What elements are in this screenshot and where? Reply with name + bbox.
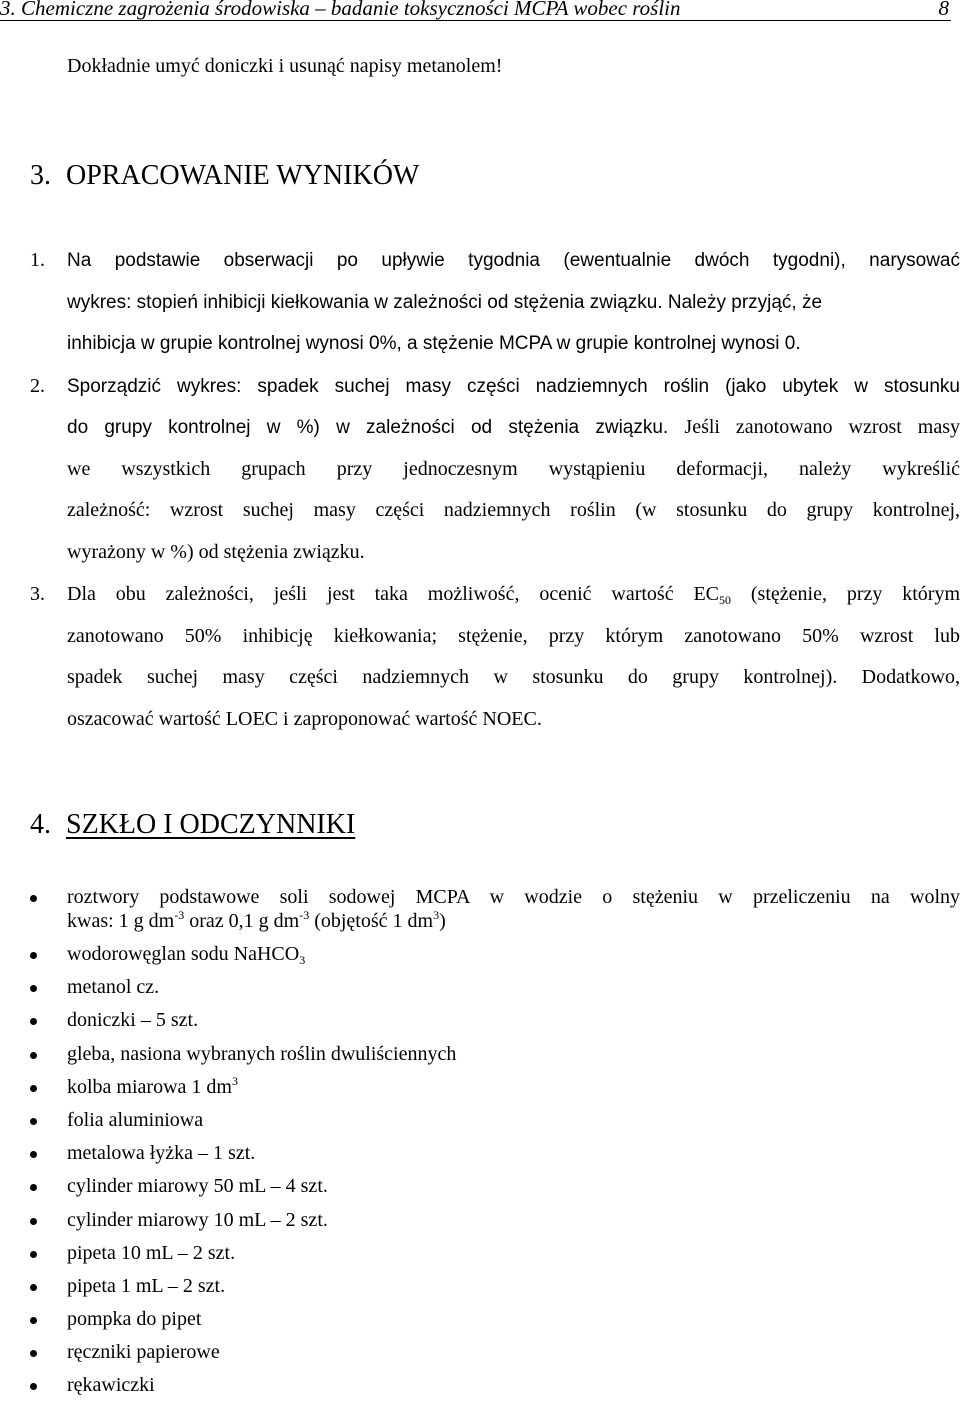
bullet-icon [30,1085,37,1092]
item-line: Sporządzić wykres: spadek suchej masy części nadziemnych roślin (jako ubytek w stosunku [67,375,960,397]
item-line: zanotowano 50% inhibicję kiełkowania; stężenie, przy którym zanotowano 50% wzrost lub [67,624,960,647]
item-line [67,282,960,324]
running-header [0,0,951,21]
bullet-icon [30,1052,37,1059]
item-text: Dla obu zależności, jeśli jest taka możliwość, ocenić wartość [67,583,694,605]
bullet-icon [30,1383,37,1390]
item-line: we wszystkich grupach przy jednoczesnym wystąpieniu deformacji, należy wykreślić [67,457,960,480]
results-list [30,240,960,741]
reagent-text: kolba miarowa 1 dm [67,1075,232,1098]
reagent-text: wodorowęglan sodu NaHCO [67,943,300,965]
item-text: (stężenie, przy którym [731,583,960,605]
section-3-title: OPRACOWANIE WYNIKÓW [66,160,420,191]
bullet-icon [30,952,37,959]
reagent-line [67,909,960,933]
reagent-text: metanol cz. [67,976,160,999]
bullet-icon [30,1218,37,1225]
item-line: wyrażony w %) od stężenia związku. [67,540,365,563]
item-text: Należy przyjąć, że [667,291,823,313]
item-number: 3. [30,583,45,605]
section-4-number: 4. [30,809,51,840]
reagents-list [30,885,960,1407]
superscript: 3 [433,908,440,922]
reagent-text: cylinder miarowy 10 mL – 2 szt. [67,1208,328,1231]
item-number: 1. [30,249,45,271]
list-item [30,885,960,942]
item-line [67,574,960,616]
list-item-2 [30,366,960,574]
bullet-icon [30,985,37,992]
header-title: 3. Chemiczne zagrożenia środowiska – badanie toksyczności MCPA wobec roślin [0,0,681,20]
list-item-1 [30,240,960,365]
reagent-text: pompka do pipet [67,1308,202,1331]
subscript: 3 [299,953,306,967]
intro-instruction: Dokładnie umyć doniczki i usunąć napisy metanolem! [67,55,503,77]
reagent-text: oraz 0,1 g dm [184,910,300,932]
item-number: 2. [30,374,45,397]
reagent-text: gleba, nasiona wybranych roślin dwuliściennych [67,1042,457,1065]
list-item [30,1373,960,1406]
bullet-icon [30,1251,37,1258]
ec-subscript: 50 [719,593,732,607]
reagent-text: pipeta 10 mL – 2 szt. [67,1241,236,1264]
list-item-3 [30,574,960,740]
item-line [67,407,960,449]
item-line: zależność: wzrost suchej masy części nadziemnych roślin (w stosunku do grupy kontrolnej, [67,499,960,521]
bullet-icon [30,1317,37,1324]
reagent-line: roztwory podstawowe soli sodowej MCPA w wodzie o stężeniu w przeliczeniu na wolny [67,886,960,908]
reagent-text: kwas: 1 g dm [67,910,175,932]
list-item [30,1008,960,1041]
list-item [30,1208,960,1241]
reagent-text: (objętość 1 dm [309,910,434,932]
reagent-text: ręczniki papierowe [67,1341,220,1364]
superscript: -3 [299,908,310,922]
list-item [30,1307,960,1340]
list-item [30,975,960,1008]
reagent-text: folia aluminiowa [67,1108,204,1131]
list-item [30,1174,960,1207]
bullet-icon [30,1184,37,1191]
reagent-text: rękawiczki [67,1374,155,1397]
reagent-text: pipeta 1 mL – 2 szt. [67,1274,226,1297]
item-line: oszacować wartość LOEC i zaproponować wartość NOEC. [67,707,542,730]
superscript: 3 [231,1073,238,1088]
item-text: wykres: stopień inhibicji kiełkowania w zależności od stężenia związku. [67,291,668,313]
item-line: Na podstawie obserwacji po upływie tygodnia (ewentualnie dwóch tygodni), narysować [67,250,960,271]
bullet-icon [30,1284,37,1291]
list-item [30,1042,960,1075]
list-item [30,1274,960,1307]
reagent-text: cylinder miarowy 50 mL – 4 szt. [67,1175,328,1198]
list-item [30,1108,960,1141]
section-3-number: 3. [30,160,51,191]
item-text: do grupy kontrolnej w %) w zależności od stężenia związku. [67,417,685,438]
bullet-icon [30,1350,37,1357]
bullet-icon [30,895,37,902]
list-item [30,1141,960,1174]
list-item [30,1075,960,1108]
list-item [30,942,960,975]
reagent-text: doniczki – 5 szt. [67,1009,199,1032]
page-number: 8 [938,0,949,20]
section-4-title: SZKŁO I ODCZYNNIKI [66,809,356,840]
section-3-heading [30,160,419,192]
ec-label: EC [693,583,720,605]
bullet-icon [30,1151,37,1158]
superscript: -3 [174,908,185,922]
reagent-text: metalowa łyżka – 1 szt. [67,1142,256,1165]
item-text: Jeśli zanotowano wzrost masy [684,416,960,438]
item-line: inhibicja w grupie kontrolnej wynosi 0%, a stężenie MCPA w grupie kontrolnej wynosi 0. [67,333,801,354]
list-item [30,1241,960,1274]
reagent-text: ) [439,910,446,932]
list-item [30,1340,960,1373]
bullet-icon [30,1018,37,1025]
bullet-icon [30,1118,37,1125]
section-4-heading [30,809,355,841]
item-line: spadek suchej masy części nadziemnych w stosunku do grupy kontrolnej). Dodatkowo, [67,666,960,688]
